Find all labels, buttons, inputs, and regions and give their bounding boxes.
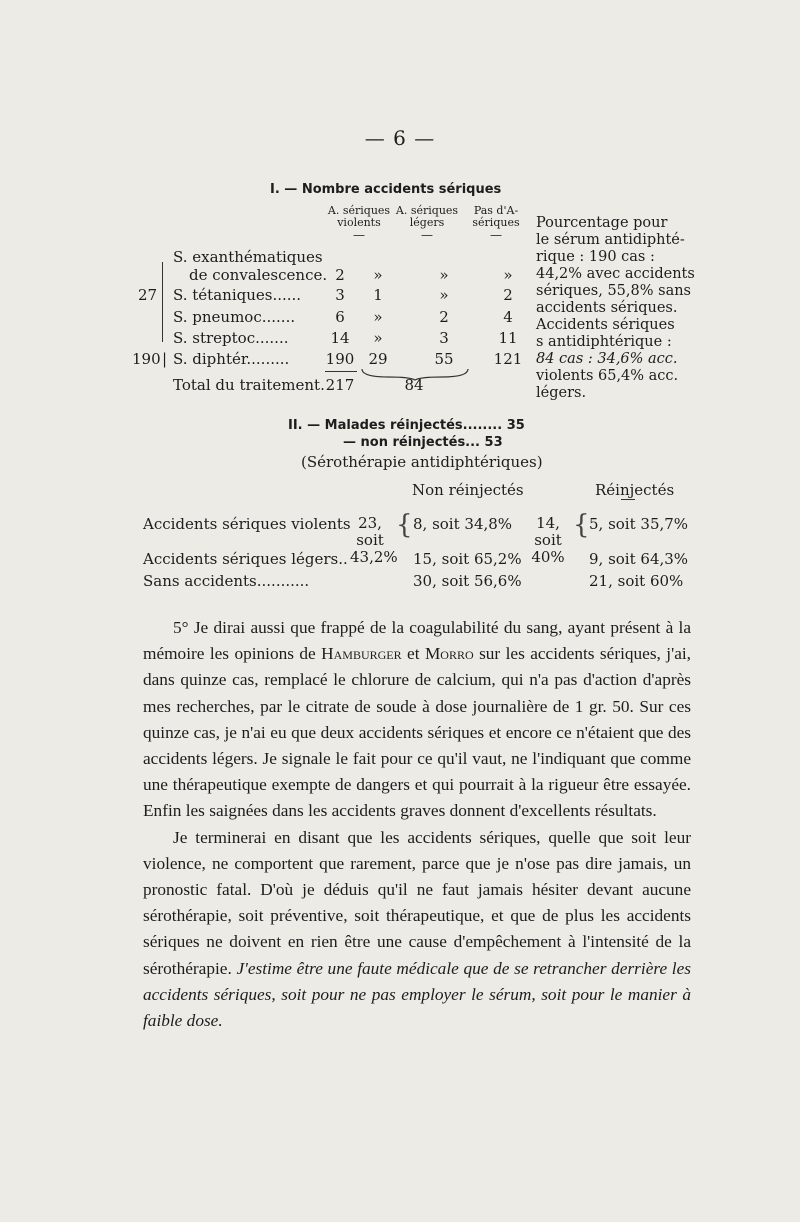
- cell-value: 3: [335, 286, 345, 304]
- brace-re: {: [573, 510, 590, 540]
- cell-value: 2: [439, 308, 449, 326]
- cell-value: 3: [439, 329, 449, 347]
- col-header-reinjectes: Réinjectés: [595, 481, 675, 499]
- row-label: Accidents sériques légers..: [143, 550, 348, 568]
- cell-value: »: [373, 329, 383, 347]
- total-bracketed: 84: [404, 376, 424, 394]
- group-non-reinjectes: 23, soit 43,2%: [350, 514, 398, 566]
- conclusion-italic: J'estime être une faute médicale que de se retrancher derrière les accidents sériques, soit pour ne pas employer le sérum, soit pour le manier à faible dose.: [143, 958, 691, 1031]
- section1-title: I. — Nombre accidents sériques: [270, 182, 502, 197]
- total-value: 217: [325, 376, 355, 394]
- col-header-non-reinjectes: Non réinjectés: [412, 481, 524, 499]
- cell-re-legers: 9, soit 64,3%: [589, 550, 689, 568]
- page-number: — 6 —: [364, 126, 436, 150]
- body-text: [143, 615, 691, 1034]
- row-label: S. streptoc.......: [173, 329, 289, 347]
- row-label: S. diphtér.........: [173, 350, 290, 368]
- header-pas-accidents: Pas d'A- sériques —: [472, 204, 520, 242]
- cell-value: 121: [493, 350, 523, 368]
- cell-value: »: [373, 266, 383, 284]
- brace-non: {: [396, 510, 413, 540]
- group-label-190: 190: [132, 350, 161, 368]
- cell-value: 11: [498, 329, 518, 347]
- author-name: Hamburger: [321, 644, 402, 664]
- cell-value: 190: [325, 350, 355, 368]
- group-label-27: 27: [138, 286, 158, 304]
- col-header-rule: [621, 499, 635, 500]
- section2-subtitle: (Sérothérapie antidiphtériques): [301, 453, 543, 471]
- cell-value: »: [373, 308, 383, 326]
- cell-value: 6: [335, 308, 345, 326]
- row-label: de convalescence.: [189, 266, 328, 284]
- paragraph-1: 5° Je dirai aussi que frappé de la coagulabilité du sang, ayant présent à la mémoire les opinions de Hamburger et Morro sur les accidents sériques, j'ai, dans quinze cas, remplacé le chlorure de calcium, qui n'a pas d'action d'après mes recherches, par le citrate de soude à dose journalière de 1 gr. 50. Sur ces quinze cas, je n'ai eu que deux accidents sériques et encore ce n'étaient que des accidents légers. Je signale le fait pour ce qu'il vaut, ne l'indiquant que comme une thérapeutique exempte de dangers et qui pourrait à la rigueur être essayée. Enfin les saignées dans les accidents graves donnent d'excellents résultats.: [143, 618, 691, 821]
- cell-value: 1: [373, 286, 383, 304]
- row-label: Sans accidents...........: [143, 572, 310, 590]
- group-bar-190: |: [162, 350, 168, 368]
- paragraph-2: Je terminerai en disant que les accidents sériques, quelle que soit leur violence, ne comportent que rarement, parce que je n'ose pas dire jamais, un pronostic fatal. D'où je déduis qu'il ne faut jamais hésiter devant aucune sérothérapie, soit préventive, soit thérapeutique, et que de plus les accidents sériques ne doivent en rien être une cause d'empêchement à l'intensité de la sérothérapie. J'estime être une faute médicale que de se retrancher derrière les accidents sériques, soit pour ne pas employer le sérum, soit pour le manier à faible dose.: [143, 827, 691, 1031]
- section2-title-line1: II. — Malades réinjectés........ 35: [288, 418, 525, 433]
- row-label: S. pneumoc.......: [173, 308, 296, 326]
- cell-re-violents: 5, soit 35,7%: [589, 515, 689, 533]
- cell-non-legers: 15, soit 65,2%: [413, 550, 522, 568]
- row-label: Accidents sériques violents: [143, 515, 351, 533]
- cell-value: 14: [330, 329, 350, 347]
- row-label: S. tétaniques......: [173, 286, 302, 304]
- header-violents: A. sériques violents —: [327, 204, 391, 242]
- total-label: Total du traitement.: [173, 376, 325, 394]
- author-name: Morro: [424, 644, 474, 664]
- cell-value: »: [503, 266, 513, 284]
- cell-re-sans: 21, soit 60%: [589, 572, 684, 590]
- cell-value: »: [439, 286, 449, 304]
- group-brace-27: [162, 262, 165, 342]
- group-reinjectes: 14, soit 40%: [531, 514, 565, 566]
- cell-value: »: [439, 266, 449, 284]
- cell-value: 55: [434, 350, 454, 368]
- cell-value: 4: [503, 308, 513, 326]
- cell-value: 29: [368, 350, 388, 368]
- header-legers: A. sériques légers —: [395, 204, 459, 242]
- cell-non-sans: 30, soit 56,6%: [413, 572, 522, 590]
- section2-title-line2: — non réinjectés... 53: [343, 435, 503, 450]
- cell-value: 2: [503, 286, 513, 304]
- total-rule: [325, 371, 357, 372]
- cell-non-violents: 8, soit 34,8%: [413, 515, 513, 533]
- side-note: Pourcentage pour le sérum antidiphté- rique : 190 cas : 44,2% avec accidents sériques, 55,8% sans accidents sériques. Accidents sériques s antidiphtérique : 84 cas : 34,6% acc. violents 65,4% acc. légers.: [536, 215, 695, 401]
- row-label: S. exanthématiques: [173, 248, 323, 266]
- cell-value: 2: [335, 266, 345, 284]
